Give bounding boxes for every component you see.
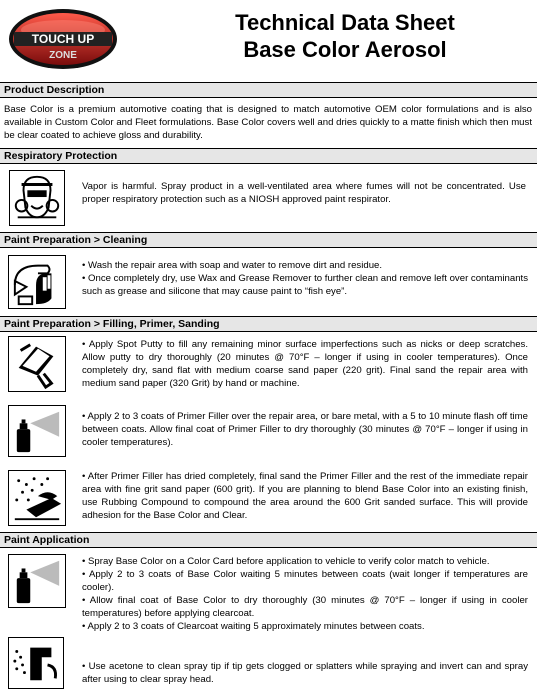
filling-item-2: • Apply 2 to 3 coats of Primer Filler over the repair area, or bare metal, with a 5 to 10 minute flash off time between coats. Allow final coat of Primer Filler to dry thoroughly (30 minutes @ 70°F – longer if using in cooler temperatures). (82, 411, 528, 448)
application-bullets (82, 555, 528, 633)
respirator-icon (9, 170, 65, 226)
section-heading-cleaning: Paint Preparation > Cleaning (0, 232, 537, 248)
touch-up-zone-logo (8, 8, 118, 70)
svg-text:ZONE: ZONE (49, 50, 77, 61)
svg-text:TOUCH UP: TOUCH UP (31, 32, 95, 46)
section-heading-respiratory: Respiratory Protection (0, 148, 537, 164)
respiratory-text: Vapor is harmful. Spray product in a well-ventilated area where fumes will not be concentrated. Use proper respiratory protection such as a NIOSH approved paint respirator. (82, 181, 526, 205)
application-bullet-4: • Apply 2 to 3 coats of Clearcoat waiting 5 approximately minutes between coats. (82, 621, 425, 632)
application-last-bullet: • Use acetone to clean spray tip if tip gets clogged or splatters while spraying and invert can and spray after using to clear spray head. (82, 661, 528, 685)
spray-can-icon (8, 405, 66, 457)
product-description-text: Base Color is a premium automotive coating that is designed to match automotive OEM color formulations and is also available in Custom Color and Fleet formulations. Base Color covers well and dries quickly to a matte finish which then must be clear coated to achieve gloss and durability. (4, 104, 532, 141)
title-line-1: Technical Data Sheet (235, 10, 455, 35)
putty-knife-icon (8, 336, 66, 392)
application-bullet-1: • Spray Base Color on a Color Card before application to vehicle to verify color match to vehicle. (82, 556, 490, 567)
section-heading-application: Paint Application (0, 532, 537, 548)
hand-washing-icon (8, 255, 66, 309)
page-title (150, 9, 537, 63)
filling-item-3: • After Primer Filler has dried completely, final sand the Primer Filler and the rest of the immediate repair area with fine grit sand paper (600 grit). If you are planning to blend Base Color into an existing finish, use Rubbing Compound to compound the area around the 600 Grit sanded surface. This will provide adhesion for the Base Color and Clear. (82, 471, 528, 521)
sanding-block-icon (8, 470, 66, 526)
title-line-2: Base Color Aerosol (243, 37, 447, 62)
filling-item-1: • Apply Spot Putty to fill any remaining minor surface imperfections such as nicks or deep scratches. Allow putty to dry thoroughly (20 minutes @ 70°F – longer if using in cooler temperatures). Once completely dry, sand flat with medium coarse sand paper (220 grit). Final sand the repair area with medium sand paper (320 Grit) by hand or machine. (82, 339, 528, 389)
cleaning-bullets (82, 259, 528, 298)
cleaning-bullet-2: • Once completely dry, use Wax and Grease Remover to further clean and remove left over contaminants such as grease and silicone that may cause paint to “fish eye”. (82, 273, 528, 297)
cleaning-bullet-1: • Wash the repair area with soap and water to remove dirt and residue. (82, 260, 383, 271)
spray-can-icon (8, 554, 66, 608)
application-bullet-2: • Apply 2 to 3 coats of Base Color waiting 5 minutes between coats (wait longer if temperatures are cooler). (82, 569, 528, 593)
spray-nozzle-icon (8, 637, 64, 689)
application-bullet-3: • Allow final coat of Base Color to dry thoroughly (30 minutes @ 70°F – longer if using in cooler temperatures) before applying clearcoat. (82, 595, 528, 619)
section-heading-product-description: Product Description (0, 82, 537, 98)
section-heading-filling: Paint Preparation > Filling, Primer, Sanding (0, 316, 537, 332)
